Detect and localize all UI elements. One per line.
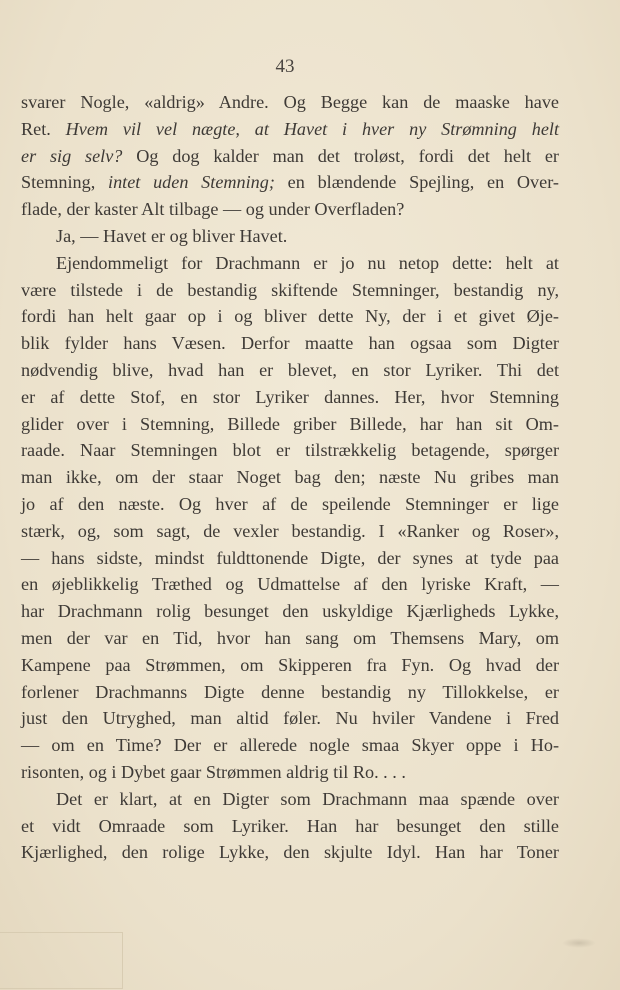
text-line [21, 571, 559, 598]
text-line [21, 839, 559, 866]
text-segment: Det er klart, at en Digter som Drachmann maa spænde over [56, 788, 559, 809]
italic-text: Hvem vil vel nægte, at Havet i hver ny Strømning helt [65, 118, 560, 139]
text-segment: har Drachmann rolig besunget den uskyldige Kjærligheds Lykke, [21, 601, 559, 622]
italic-text: er sig selv? [21, 145, 123, 166]
text-segment: just den Utryghed, man altid føler. Nu hviler Vandene i Fred [21, 708, 559, 729]
text-segment: Ret. [21, 118, 66, 139]
page-number: 43 [275, 56, 295, 77]
paper-speck [562, 938, 596, 948]
text-segment: flade, der kaster Alt tilbage — og under Overfladen? [21, 199, 405, 220]
text-line [21, 545, 559, 572]
text-segment: være tilstede i de bestandig skiftende Stemninger, bestandig ny, [21, 279, 559, 300]
text-line [21, 89, 559, 116]
text-line [21, 330, 559, 357]
text-line [21, 196, 559, 223]
text-line [21, 786, 559, 813]
text-line [21, 277, 559, 304]
text-line [21, 652, 559, 679]
text-line [21, 705, 559, 732]
text-line [21, 384, 559, 411]
text-line [21, 169, 559, 196]
text-segment: raade. Naar Stemningen blot er tilstrækkelig betagende, spørger [21, 440, 559, 461]
text-segment: stærk, og, som sagt, de vexler bestandig. I «Ranker og Roser», [21, 520, 559, 541]
text-segment: man ikke, om der staar Noget bag den; næste Nu gribes man [21, 467, 559, 488]
text-segment: en øjeblikkelig Træthed og Udmattelse af den lyriske Kraft, — [21, 574, 559, 595]
text-segment: — om en Time? Der er allerede nogle smaa Skyer oppe i Ho- [21, 735, 559, 756]
text-segment: Kampene paa Strømmen, om Skipperen fra Fyn. Og hvad der [21, 654, 559, 675]
text-segment: men der var en Tid, hvor han sang om Themsens Mary, om [21, 627, 559, 648]
text-line [21, 813, 559, 840]
text-segment: blik fylder hans Væsen. Derfor maatte han ogsaa som Digter [21, 333, 559, 354]
margin-frame [0, 932, 123, 989]
text-segment: glider over i Stemning, Billede griber Billede, har han sit Om- [21, 413, 559, 434]
body-text [21, 89, 559, 866]
text-line [21, 679, 559, 706]
text-segment: fordi han helt gaar op i og bliver dette Ny, der i et givet Øje- [21, 306, 559, 327]
text-segment: Ja, — Havet er og bliver Havet. [56, 225, 288, 246]
text-line [21, 223, 559, 250]
text-segment: jo af den næste. Og hver af de speilende Stemninger er lige [21, 493, 559, 514]
text-line [21, 625, 559, 652]
text-segment: risonten, og i Dybet gaar Strømmen aldrig til Ro. . . . [21, 761, 406, 782]
text-segment: er af dette Stof, en stor Lyriker dannes. Her, hvor Stemning [21, 386, 559, 407]
text-line [21, 464, 559, 491]
text-segment: — hans sidste, mindst fuldttonende Digte, der synes at tyde paa [21, 547, 559, 568]
text-segment: nødvendig blive, hvad han er blevet, en stor Lyriker. Thi det [21, 359, 559, 380]
text-line [21, 598, 559, 625]
text-segment: Ejendommeligt for Drachmann er jo nu netop dette: helt at [56, 252, 559, 273]
text-segment: et vidt Omraade som Lyriker. Han har besunget den stille [21, 815, 559, 836]
text-line [21, 732, 559, 759]
text-line [21, 411, 559, 438]
text-segment: svarer Nogle, «aldrig» Andre. Og Begge kan de maaske have [21, 92, 559, 112]
text-segment: Kjærlighed, den rolige Lykke, den skjulte Idyl. Han har Toner [21, 842, 559, 863]
text-line [21, 116, 559, 143]
text-line [21, 357, 559, 384]
text-segment: forlener Drachmanns Digte denne bestandig ny Tillokkelse, er [21, 681, 559, 702]
text-line [21, 491, 559, 518]
text-line [21, 759, 559, 786]
text-segment: en blændende Spejling, en Over- [274, 172, 559, 193]
italic-text: intet uden Stemning; [108, 172, 275, 193]
text-segment: Og dog kalder man det troløst, fordi det helt er [122, 145, 559, 166]
text-line [21, 143, 559, 170]
text-segment: Stemning, [21, 172, 109, 193]
text-line [21, 437, 559, 464]
text-line [21, 303, 559, 330]
text-line [21, 250, 559, 277]
text-line [21, 518, 559, 545]
